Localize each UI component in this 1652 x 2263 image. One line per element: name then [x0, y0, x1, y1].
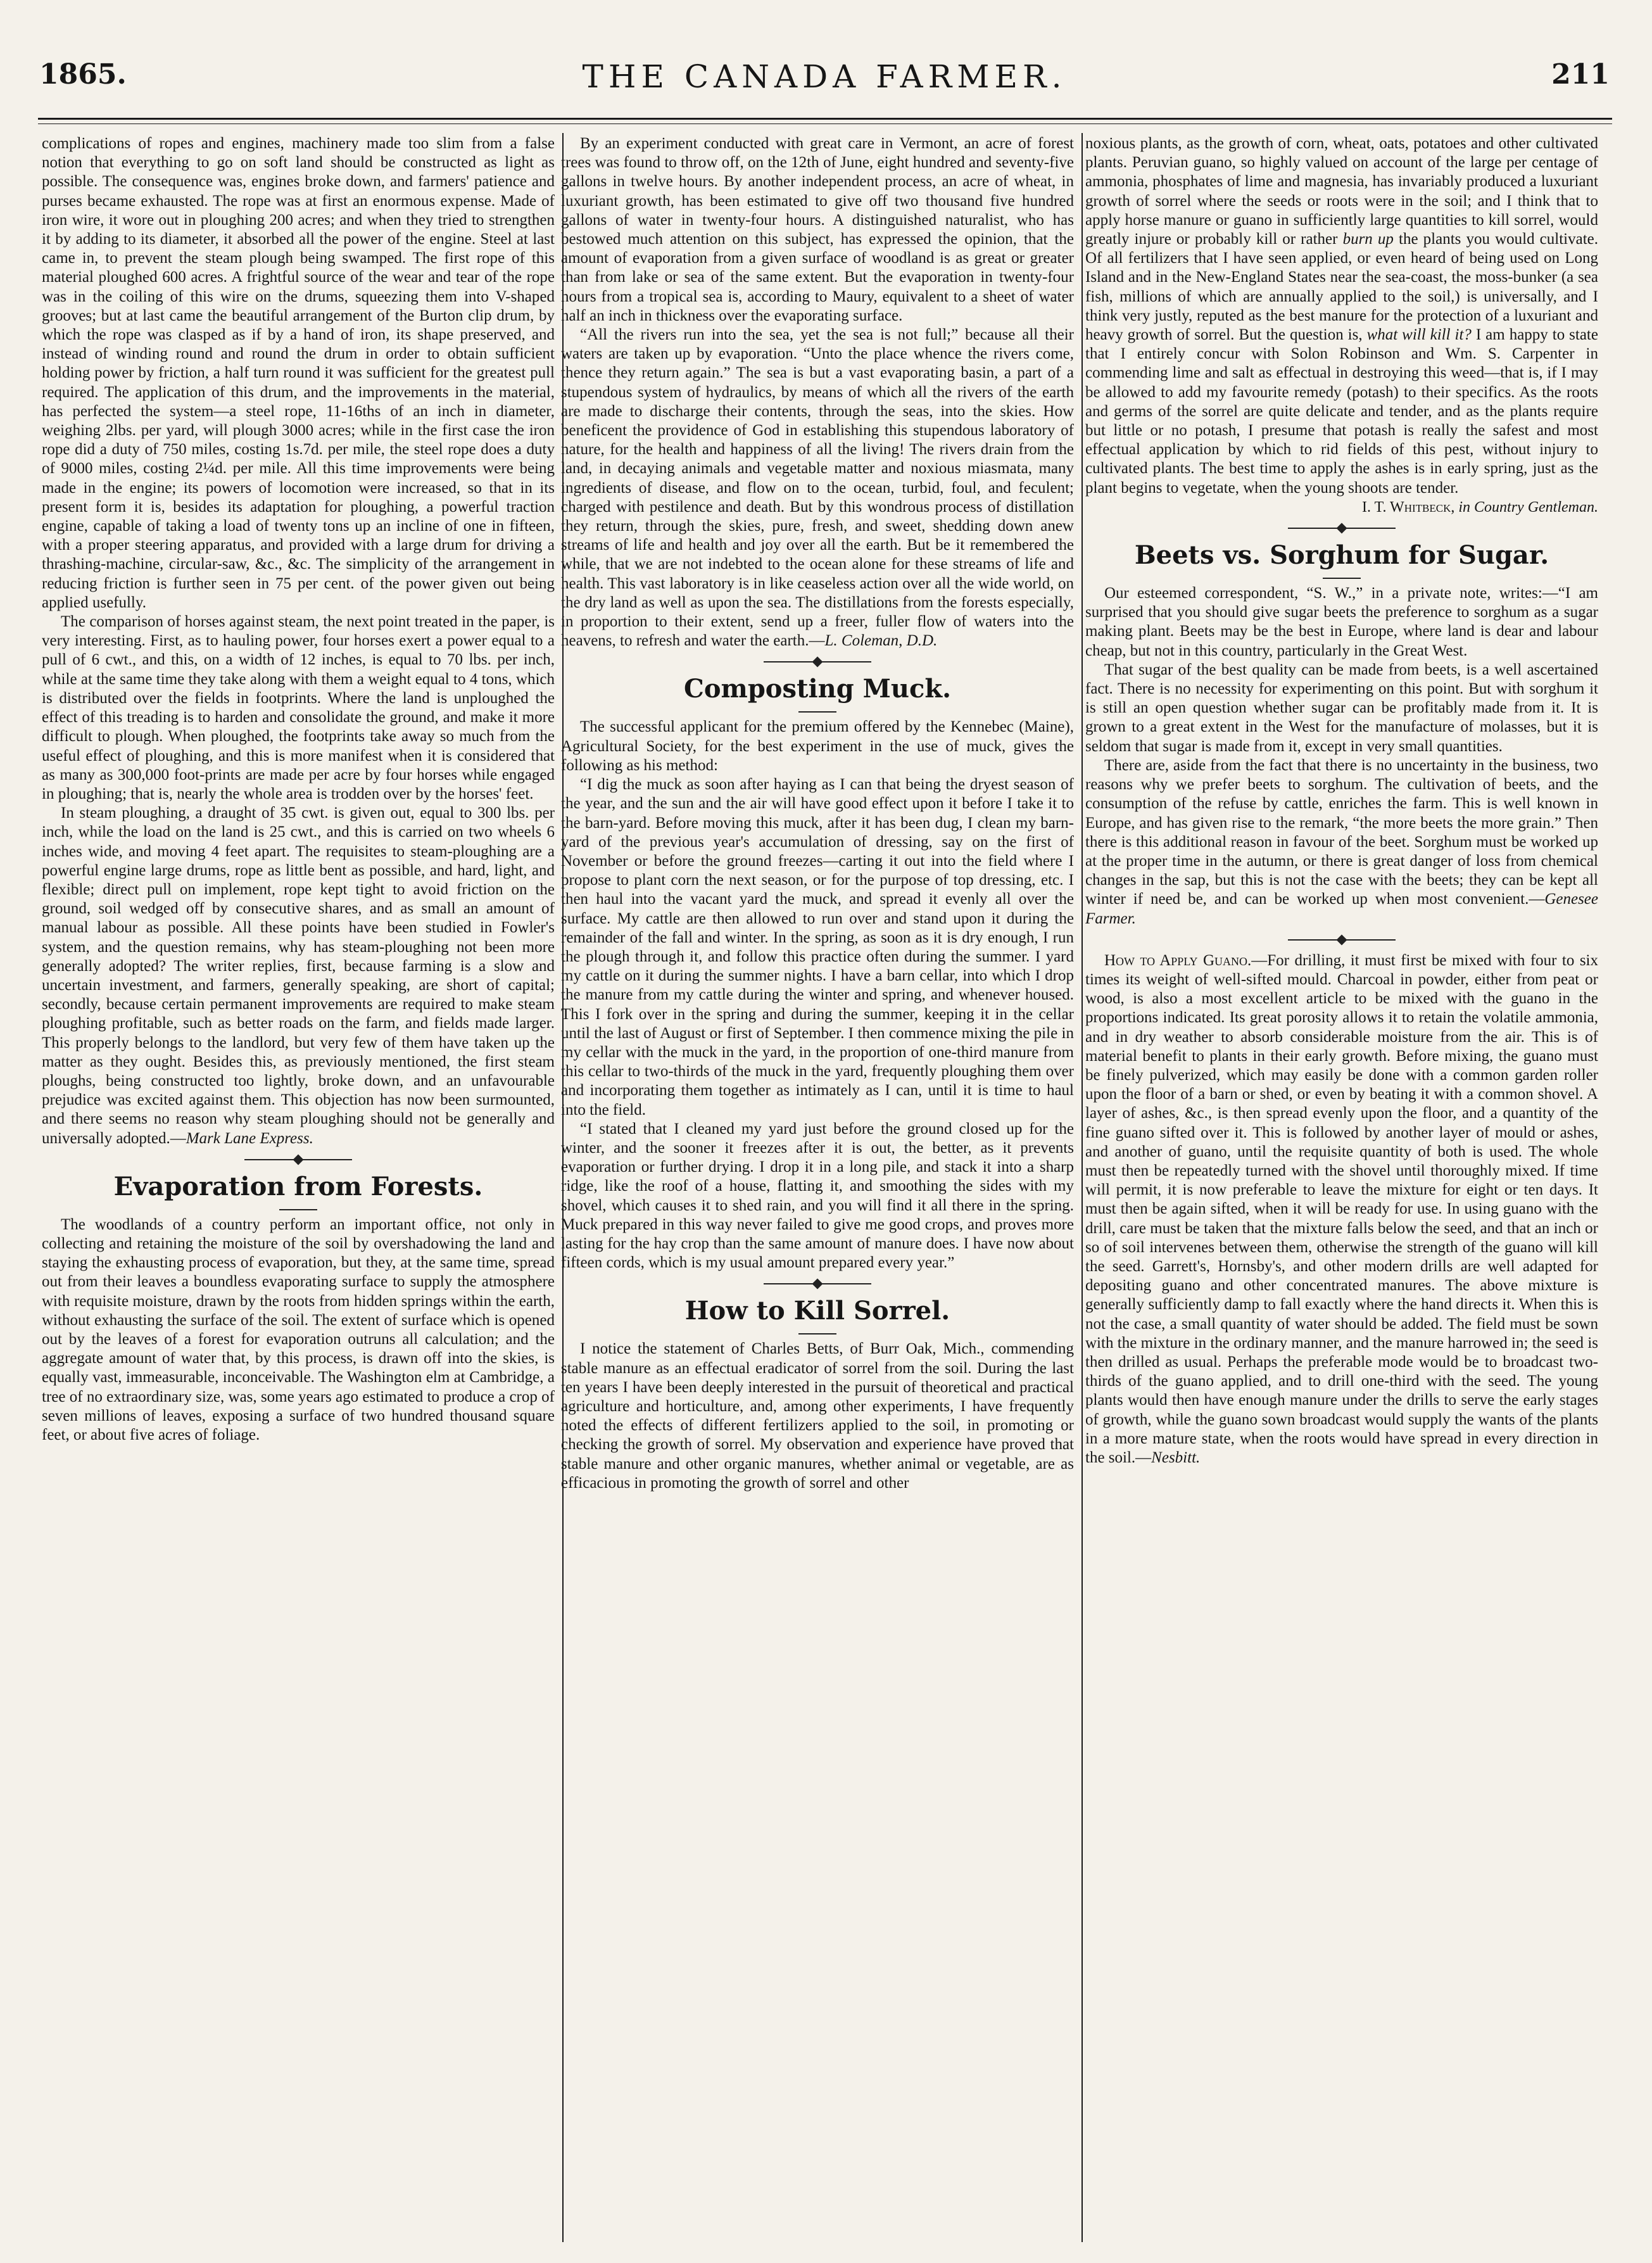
beets-para-2: That sugar of the best quality can be made from beets, is a well ascertained fact. There is no necessity for experimenting on this point. But with sorghum it is still an open question whether sugar can be profitably made from it. It is grown to a great extent in the West for the manufacture of molasses, but it is seldom that sugar is made from it, except in very small quantities. [1085, 661, 1598, 755]
evaporation-para-3 [561, 326, 1074, 650]
guano-text: —For drilling, it must first be mixed with four to six times its weight of well-sifted mould. Charcoal in powder, either from peat or wood, is also a most excellent article to be mixed with the guano in the proportions indicated. Its great porosity allows it to retain the volatile ammonia, and in dry weather to absorb considerable moisture from the air. This is of material benefit to plants in their early growth. Before mixing, the guano must be finely pulverized, which may easily be done with a common garden roller upon the floor of a barn or shed, or even by beating it with a common shovel. A layer of ashes, &c., is then spread evenly upon the floor, and a quantity of the fine guano sifted over it. This is followed by another layer of mould or ashes, and another of guano, until the requisite quantity of both is used. The whole must then be repeatedly turned with the shovel until thoroughly mixed. If time will permit, it is now preferable to leave the mixture for eight or ten days. It must then be again sifted, when it will be ready for use. In using guano with the drill, care must be taken that the mixture falls below the seed, and that an inch or so of soil intervenes between them, otherwise the strength of the guano will kill the seed. Garrett's, Hornsby's, and other modern drills are well adapted for depositing guano and other concentrated manures. The above mixture is generally sufficiently damp to fall exactly where the hand directs it. When this is not the case, a small quantity of water should be added. The field must be sown with the mixture in the ordinary manner, and the manure harrowed in; the seed is then drilled as usual. Perhaps the preferable mode would be to broadcast two-thirds of the guano applied, and to drill one-third with the seed. The young plants would then have enough manure under the drills to serve the early stages of growth, while the guano sown broadcast would supply the wants of the plants in a more mature state, when the roots would have spread in every direction in the soil.— [1085, 951, 1598, 1466]
beets-para-3-text: There are, aside from the fact that there is no uncertainty in the business, two reasons why we prefer beets to sorghum. The cultivation of beets, and the consumption of the refuse by cattle, enriches the farm. This is well known in Europe, and has given rise to the remark, “the more beets the more grain.” Then there is this additional reason in favour of the beet. Sorghum must be worked up at the proper time in the autumn, or there is great danger of loss from chemical changes in the sap, but this is not the case with the beets; they can be kept all winter if need be, and can be worked up when most convenient.— [1085, 756, 1598, 908]
guano-para [1085, 951, 1598, 1467]
beets-para-3 [1085, 756, 1598, 929]
sorrel-emphasis-1: burn up [1342, 231, 1394, 248]
heading-dash [279, 1209, 317, 1210]
ornamental-divider [42, 1155, 555, 1165]
sorrel-heading: How to Kill Sorrel. [684, 1296, 950, 1326]
heading-dash [798, 711, 836, 713]
beets-credit: Genesee Farmer. [1085, 891, 1598, 927]
composting-para-2: “I stated that I cleaned my yard just before the ground closed up for the winter, and the sooner it freezes after it is out, the better, as it prevents evaporation or further drying. I drop it in a long pile, and stack it into a sharp ridge, like the roof of a house, flatting it, and smoothing the sides with my shovel, which causes it to shed rain, and you will find it all there in the spring. Muck prepared in this way never failed to give me good crops, and proves more lasting for the hay crop than the same amount of manure does. I have now about fifteen cords, which is my usual amount prepared every year.” [561, 1120, 1074, 1272]
composting-heading: Composting Muck. [683, 674, 951, 704]
column-2 [561, 134, 1074, 2231]
evaporation-para-1: The woodlands of a country perform an important office, not only in collecting and retaining the moisture of the soil by overshadowing the land and staying the exhausting process of evaporation, but they, at the same time, spread out from their leaves a boundless evaporating surface to supply the atmosphere with requisite moisture, drawn by the roots from hidden springs within the earth, without exhausting the surface of the soil. The extent of surface which is opened out by the leaves of a forest for evaporation outruns all calculation; and the aggregate amount of water that, by this process, is drawn off into the skies, is equally vast, immeasurable, inconceivable. The Washington elm at Cambridge, a tree of no extraordinary size, was, some years ago estimated to produce a crop of seven millions of leaves, exposing a surface of two hundred thousand square feet, or about five acres of foliage. [42, 1215, 555, 1443]
heading-dash [1323, 578, 1361, 579]
ornamental-divider [1085, 523, 1598, 533]
sorrel-para-1: I notice the statement of Charles Betts, of Burr Oak, Mich., commending stable manure as an effectual eradicator of sorrel from the soil. During the last ten years I have been deeply interested in the pursuit of theoretical and practical agriculture and horticulture, and, among other experiments, I have frequently noted the effects of different fertilizers applied to the soil, in promoting or checking the growth of sorrel. My observation and experience have proved that stable manure and other organic manures, whether animal or vegetable, are as efficacious in promoting the growth of sorrel and other [561, 1340, 1074, 1492]
steam-ploughing-para-3 [42, 804, 555, 1148]
masthead [39, 58, 1610, 104]
column-3 [1085, 134, 1598, 2231]
heading-dash [798, 1333, 836, 1334]
ornamental-divider [561, 657, 1074, 667]
sorrel-author: I. T. Whitbeck, [1362, 498, 1455, 516]
evaporation-credit: L. Coleman, D.D. [824, 632, 938, 650]
composting-intro: The successful applicant for the premium offered by the Kennebec (Maine), Agricultural Society, for the best experiment in the use of muck, gives the following as his method: [561, 718, 1074, 774]
composting-para-1: “I dig the muck as soon after haying as I can that being the dryest season of the year, and the sun and the air will have good effect upon it before I take it to the barn-yard. Before moving this muck, after it has been dug, I clean my barn-yard of the previous year's accumulation of dressing, say on the first of November or before the ground freezes—carting it out into the field where I propose to plant corn the next season, or for the purpose of top dressing, etc. I then haul into the vacant yard the muck, and spread it evenly all over the surface. My cattle are then allowed to run over and stand upon it during the remainder of the fall and winter. In the spring, as soon as it is dry enough, I run the plough through it, and follow this practice often during the summer. I yard my cattle on it during the summer nights. I have a barn cellar, into which I drop the manure from my cattle during the winter and spring, and whenever housed. This I fork over in the spring and during the summer, keeping it in the cellar until the last of August or first of September. I then commence mixing the pile in my cellar with the muck in the yard, in the proportion of one-third manure from this cellar to two-thirds of the muck in the yard, frequently ploughing them over and incorporating them together as intimately as I can, until it is time to haul into the field. [561, 776, 1074, 1119]
evaporation-para-3-text: “All the rivers run into the sea, yet the sea is not full;” because all their waters are taken up by evaporation. “Unto the place whence the rivers come, thence they return again.” The sea is but a vast evaporating basin, a part of a stupendous system of hydraulics, by means of which all the rivers of the earth are made to discharge their contents, through the seas, into the skies. How beneficent the providence of God in establishing this stupendous laboratory of nature, for the health and happiness of all the living! The rivers drain from the land, in decaying animals and vegetable matter and noxious miasmata, many ingredients of disease, and flow on to the ocean, turbid, foul, and feculent; charged with pestilence and death. But by this wondrous process of distillation they return, through the skies, pure, fresh, and sweet, shedding down anew streams of life and health and joy over all the earth. But be it remembered the while, that we are not indebted to the ocean alone for these streams of life and health. This vast laboratory is in like ceaseless action over all the wide world, on the dry land as well as upon the sea. The distillations from the forests especially, in proportion to their extent, send up a freer, fuller flow of waters into the heavens, to refresh and water the earth.— [561, 326, 1074, 650]
beets-heading: Beets vs. Sorghum for Sugar. [1134, 540, 1549, 571]
steam-ploughing-credit: Mark Lane Express. [186, 1129, 313, 1147]
sorrel-text-a: noxious plants, as the growth of corn, wheat, oats, potatoes and other cultivated plants. Peruvian guano, so highly valued on account of the large per centage of ammonia, phosphates of lime and magnesia, has invariably produced a luxuriant growth of sorrel where the seeds or roots were in the soil; and I think that to apply horse manure or guano in sufficiently large quantities to kill sorrel, would greatly injure or probably kill or rather [1085, 135, 1598, 248]
sorrel-emphasis-2: what will kill it? [1366, 326, 1472, 344]
ornamental-divider [561, 1279, 1074, 1289]
sorrel-source: in Country Gentleman. [1458, 498, 1598, 516]
ornamental-divider [1085, 935, 1598, 945]
evaporation-heading: Evaporation from Forests. [113, 1171, 483, 1201]
sorrel-signature [1085, 498, 1598, 517]
evaporation-para-2: By an experiment conducted with great care in Vermont, an acre of forest trees was found to throw off, on the 12th of June, eight hundred and seventy-five gallons in twelve hours. By another independent process, an acre of wheat, in luxuriant growth, has been estimated to give off two thousand five hundred gallons of water in twenty-four hours. A distinguished naturalist, who has bestowed much attention on this subject, has expressed the opinion, that the amount of evaporation from a given surface of woodland is as great or greater than from lake or sea of the same extent. But the evaporation in twenty-four hours from a tropical sea is, according to Maury, equivalent to a sheet of water half an inch in thickness over the evaporating surface. [561, 135, 1074, 324]
sorrel-text-c: I am happy to state that I entirely concur with Solon Robinson and Wm. S. Carpenter in commending lime and salt as effectual in destroying this weed—that is, if I may be allowed to add my favourite remedy (potash) to their specifics. As the roots and germs of the sorrel are quite delicate and tender, and as the plants require but little or no potash, I presume that potash is really the safest and most effectual application by which to rid fields of this pest, without injury to cultivated plants. The best time to apply the ashes is in early spring, just as the plant begins to vegetate, when the young shoots are tender. [1085, 326, 1598, 497]
sorrel-para-2 [1085, 134, 1598, 498]
masthead-year: 1865. [39, 58, 127, 91]
steam-ploughing-para-3-text: In steam ploughing, a draught of 35 cwt. is given out, equal to 300 lbs. per inch, while the load on the land is 25 cwt., and this is carried on two wheels 6 inches wide, and moving 4 feet apart. The requisites to steam-ploughing are a powerful engine large drums, rope as little bent as possible, and hard, light, and flexible; direct pull on implement, rope kept tight to avoid friction on the ground, soil wedged off by consecutive shares, and as small an amount of manual labour as possible. All these points have been studied in Fowler's system, and the question remains, why has steam-ploughing not been more generally adopted? The writer replies, first, because farming is a slow and uncertain investment, and farmers, generally speaking, are short of capital; secondly, because certain permanent improvements are required to make steam ploughing profitable, such as better roads on the farm, and fields made larger. This properly belongs to the landlord, but very few of them have taken up the matter as they ought. Besides this, as previously mentioned, the first steam ploughs, being constructed too lightly, broke down, and an unfavourable prejudice was excited against them. This objection has now been surmounted, and there seems no reason why steam ploughing should not be generally and universally adopted.— [42, 804, 555, 1147]
page-number: 211 [1551, 58, 1610, 91]
masthead-rule [38, 118, 1612, 124]
guano-credit: Nesbitt. [1151, 1449, 1201, 1466]
steam-ploughing-para-1: complications of ropes and engines, machinery made too slim from a false notion that everything to go on soft land should be constructed as light as possible. The consequence was, engines broke down, and farmers' patience and purses became exhausted. The rope was at first an enormous expense. Made of iron wire, it wore out in ploughing 200 acres; and when they tried to strengthen it by adding to its diameter, it absorbed all the power of the engine. Steel at last came in, to prevent the steam plough being swamped. The first rope of this material ploughed 600 acres. A frightful source of the wear and tear of the rope was in the coiling of this wire on the drums, squeezing them into V-shaped grooves; but at last came the beautiful arrangement of the Burton clip drum, by which the rope was clasped as if by a hand of iron, its shape preserved, and instead of winding round and round the drum in order to obtain sufficient holding power by friction, a half turn round it was sufficient for the greatest pull required. The application of this drum, and the improvements in the material, has perfected the system—a steel rope, 11-16ths of an inch in diameter, weighing 2lbs. per yard, will plough 3000 acres; while in the first case the iron rope did a duty of 750 miles, costing 1s.7d. per mile, the steel rope does a duty of 9000 miles, costing 2¼d. per mile. All this time improvements were being made in the engine; its powers of locomotion were increased, so that in its present form it is, besides its adaptation for ploughing, a powerful traction engine, capable of taking a load of twenty tons up an incline of one in fifteen, with a proper steering apparatus, and provided with a large drum for driving a thrashing-machine, circular-saw, &c., &c. The simplicity of the arrangement in reducing friction is further seen in 75 per cent. of the power given out being applied usefully. [42, 135, 555, 611]
guano-lead-in: How to Apply Guano. [1104, 951, 1252, 969]
beets-para-1: Our esteemed correspondent, “S. W.,” in a private note, writes:—“I am surprised that you should give sugar beets the preference to sorghum as a sugar making plant. Beets may be the best in Europe, where land is dear and labour cheap, but not in this country, particularly in the Great West. [1085, 585, 1598, 659]
column-rule-2 [1081, 133, 1083, 2242]
column-1 [42, 134, 555, 2231]
steam-ploughing-para-2: The comparison of horses against steam, the next point treated in the paper, is very interesting. First, as to hauling power, four horses exert a power equal to a pull of 6 cwt., and this, on a width of 12 inches, is equal to 70 lbs. per inch, while at the same time they take along with them a weight equal to 4 tons, which is distributed over the fields in footprints. Where the land is unploughed the effect of this treading is to harden and consolidate the ground, and make it more difficult to plough. When ploughed, the footprints take away so much from the useful effect of ploughing, and this is more manifest when it is considered that as many as 300,000 foot-prints are made per acre by four horses while engaged in ploughing; that is, nearly the whole area is trodden over by the horses' feet. [42, 613, 555, 802]
masthead-title: THE CANADA FARMER. [582, 58, 1067, 95]
sorrel-text-b: the plants you would cultivate. Of all fertilizers that I have seen applied, or even heard of being used on Long Island and in the New-England States near the sea-coast, the moss-bunker (a sea fish, millions of which are annually applied to the soil,) is universally, and I think very justly, reputed as the best manure for the protection of a luxuriant and heavy growth of sorrel. But the question is, [1085, 231, 1598, 344]
